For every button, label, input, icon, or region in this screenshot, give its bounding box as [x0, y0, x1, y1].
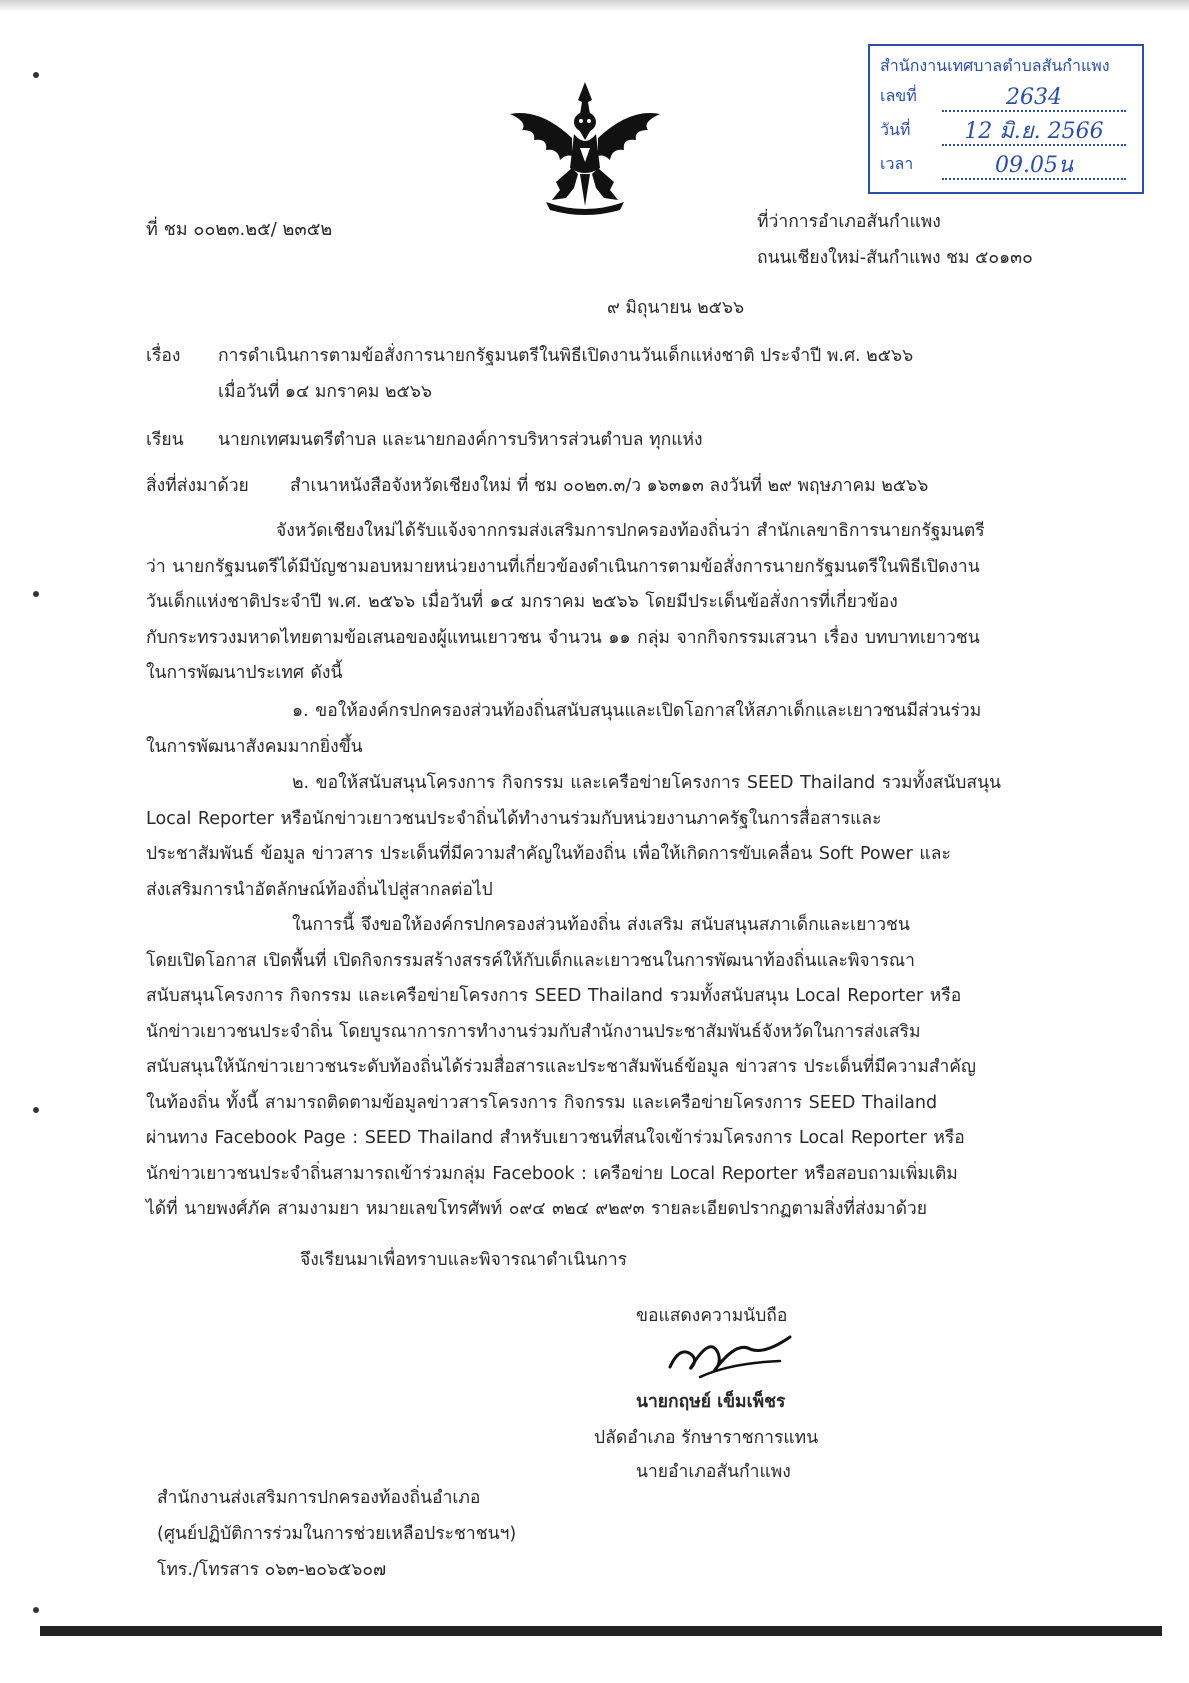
attachment-label: สิ่งที่ส่งมาด้วย [146, 476, 249, 496]
subject-label: เรื่อง [146, 346, 181, 366]
paragraph-line: ในการพัฒนาสังคมมากยิ่งขึ้น [146, 736, 363, 757]
footer-office: สำนักงานส่งเสริมการปกครองท้องถิ่นอำเภอ [157, 1488, 481, 1508]
subject-line-2: เมื่อวันที่ ๑๔ มกราคม ๒๕๖๖ [218, 382, 432, 402]
stamp-date-value: 12 มิ.ย. 2566 [942, 120, 1126, 146]
scan-dot [33, 591, 39, 597]
office-name: ที่ว่าการอำเภอสันกำแพง [757, 212, 941, 232]
signatory-name: นายกฤษย์ เข็มเพ็ชร [636, 1392, 786, 1412]
paragraph-line: จังหวัดเชียงใหม่ได้รับแจ้งจากกรมส่งเสริมการปกครองท้องถิ่นว่า สำนักเลขาธิการนายกรัฐมนตรี [276, 521, 985, 541]
scan-top-edge [0, 0, 1189, 12]
attachment-text: สำเนาหนังสือจังหวัดเชียงใหม่ ที่ ชม ๐๐๒๓.๓/ว ๑๖๓๑๓ ลงวันที่ ๒๙ พฤษภาคม ๒๕๖๖ [290, 476, 929, 496]
paragraph-line: ได้ที่ นายพงศ์ภัค สามงามยา หมายเลขโทรศัพท์ ๐๙๔ ๓๒๔ ๙๒๙๓ รายละเอียดปรากฏตามสิ่งที่ส่งมาด้วย [146, 1199, 928, 1219]
stamp-title: สำนักงานเทศบาลตำบลสันกำแพง [880, 56, 1110, 75]
stamp-date-row [880, 118, 1132, 152]
paragraph-line: ๑. ขอให้องค์กรปกครองส่วนท้องถิ่นสนับสนุนและเปิดโอกาสให้สภาเด็กและเยาวชนมีส่วนร่วม [292, 701, 982, 721]
stamp-date-label: วันที่ [880, 120, 911, 139]
recipient-text: นายกเทศมนตรีตำบล และนายกองค์การบริหารส่วนตำบล ทุกแห่ง [218, 430, 703, 450]
scan-dot [33, 72, 39, 78]
scan-bottom-edge [40, 1626, 1162, 1636]
closing-sentence: จึงเรียนมาเพื่อทราบและพิจารณาดำเนินการ [300, 1250, 628, 1270]
paragraph-line: ในการพัฒนาประเทศ ดังนี้ [146, 663, 343, 683]
handwritten-signature-icon [640, 1315, 810, 1385]
scan-dot [33, 1607, 39, 1613]
recipient-label: เรียน [146, 430, 184, 450]
paragraph-line: Local Reporter หรือนักข่าวเยาวชนประจำถิ่นได้ทำงานร่วมกับหน่วยงานภาครัฐในการสื่อสารและ [146, 808, 882, 829]
document-reference: ที่ ชม ๐๐๒๓.๒๕/ ๒๓๕๒ [146, 219, 333, 240]
subject-line-1: การดำเนินการตามข้อสั่งการนายกรัฐมนตรีในพิธีเปิดงานวันเด็กแห่งชาติ ประจำปี พ.ศ. ๒๕๖๖ [218, 346, 914, 366]
paragraph-line: นักข่าวเยาวชนประจำถิ่นสามารถเข้าร่วมกลุ่ม Facebook : เครือข่าย Local Reporter หรือสอบถามเพิ่มเติม [146, 1163, 958, 1184]
stamp-number-label: เลขที่ [880, 86, 917, 105]
stamp-number-value: 2634 [942, 86, 1126, 112]
stamp-time-value: 09.05น [942, 154, 1126, 180]
paragraph-line: สนับสนุนโครงการ กิจกรรม และเครือข่ายโครงการ SEED Thailand รวมทั้งสนับสนุน Local Reporter หรือ [146, 986, 962, 1006]
document-date: ๙ มิถุนายน ๒๕๖๖ [607, 298, 745, 318]
signatory-position-2: นายอำเภอสันกำแพง [636, 1462, 791, 1482]
paragraph-line: ว่า นายกรัฐมนตรีได้มีบัญชามอบหมายหน่วยงานที่เกี่ยวข้องดำเนินการตามข้อสั่งการนายกรัฐมนตรีในพิธีเปิดงาน [146, 556, 980, 577]
signatory-position-1: ปลัดอำเภอ รักษาราชการแทน [594, 1428, 819, 1448]
paragraph-line: ผ่านทาง Facebook Page : SEED Thailand สำหรับเยาวชนที่สนใจเข้าร่วมโครงการ Local Reporter หรือ [146, 1128, 965, 1148]
signature-regards: ขอแสดงความนับถือ [636, 1306, 788, 1326]
paragraph-line: สนับสนุนให้นักข่าวเยาวชนระดับท้องถิ่นได้ร่วมสื่อสารและประชาสัมพันธ์ข้อมูล ข่าวสาร ประเด็นที่มีความสำคัญ [146, 1057, 976, 1077]
stamp-time-label: เวลา [880, 154, 914, 173]
body-paragraph-2 [146, 908, 976, 1228]
scan-dot [33, 1107, 39, 1113]
footer-center: (ศูนย์ปฏิบัติการร่วมในการช่วยเหลือประชาชนฯ) [157, 1524, 517, 1544]
paragraph-line: โดยเปิดโอกาส เปิดพื้นที่ เปิดกิจกรรมสร้างสรรค์ให้กับเด็กและเยาวชนในการพัฒนาท้องถิ่นและพิจารณา [146, 950, 915, 971]
paragraph-line: ในการนี้ จึงขอให้องค์กรปกครองส่วนท้องถิ่น ส่งเสริม สนับสนุนสภาเด็กและเยาวชน [292, 915, 910, 935]
office-address: ถนนเชียงใหม่-สันกำแพง ชม ๕๐๑๓๐ [757, 248, 1033, 268]
paragraph-line: วันเด็กแห่งชาติประจำปี พ.ศ. ๒๕๖๖ เมื่อวันที่ ๑๔ มกราคม ๒๕๖๖ โดยมีประเด็นข้อสั่งการที่เกี่ยวข้อง [146, 592, 898, 612]
paragraph-line: นักข่าวเยาวชนประจำถิ่น โดยบูรณาการการทำงานร่วมกับสำนักงานประชาสัมพันธ์จังหวัดในการส่งเสริม [146, 1021, 921, 1042]
stamp-number-row [880, 84, 1132, 118]
body-item-1 [146, 694, 981, 765]
garuda-emblem-icon [500, 78, 670, 218]
paragraph-line: ส่งเสริมการนำอัตลักษณ์ท้องถิ่นไปสู่สากลต่อไป [146, 879, 493, 900]
body-item-2 [146, 766, 1001, 908]
paragraph-line: ประชาสัมพันธ์ ข้อมูล ข่าวสาร ประเด็นที่มีความสำคัญในท้องถิ่น เพื่อให้เกิดการขับเคลื่อน Soft Power และ [146, 844, 951, 864]
footer-phone: โทร./โทรสาร ๐๖๓-๒๐๖๕๖๐๗ [157, 1560, 387, 1580]
body-paragraph-1 [146, 514, 985, 692]
stamp-time-row [880, 152, 1132, 186]
paragraph-line: ในท้องถิ่น ทั้งนี้ สามารถติดตามข้อมูลข่าวสารโครงการ กิจกรรม และเครือข่ายโครงการ SEED Thailand [146, 1092, 938, 1113]
paragraph-line: กับกระทรวงมหาดไทยตามข้อเสนอของผู้แทนเยาวชน จำนวน ๑๑ กลุ่ม จากกิจกรรมเสวนา เรื่อง บทบาทเยาวชน [146, 627, 980, 648]
receipt-stamp [868, 44, 1144, 194]
paragraph-line: ๒. ขอให้สนับสนุนโครงการ กิจกรรม และเครือข่ายโครงการ SEED Thailand รวมทั้งสนับสนุน [292, 773, 1002, 793]
